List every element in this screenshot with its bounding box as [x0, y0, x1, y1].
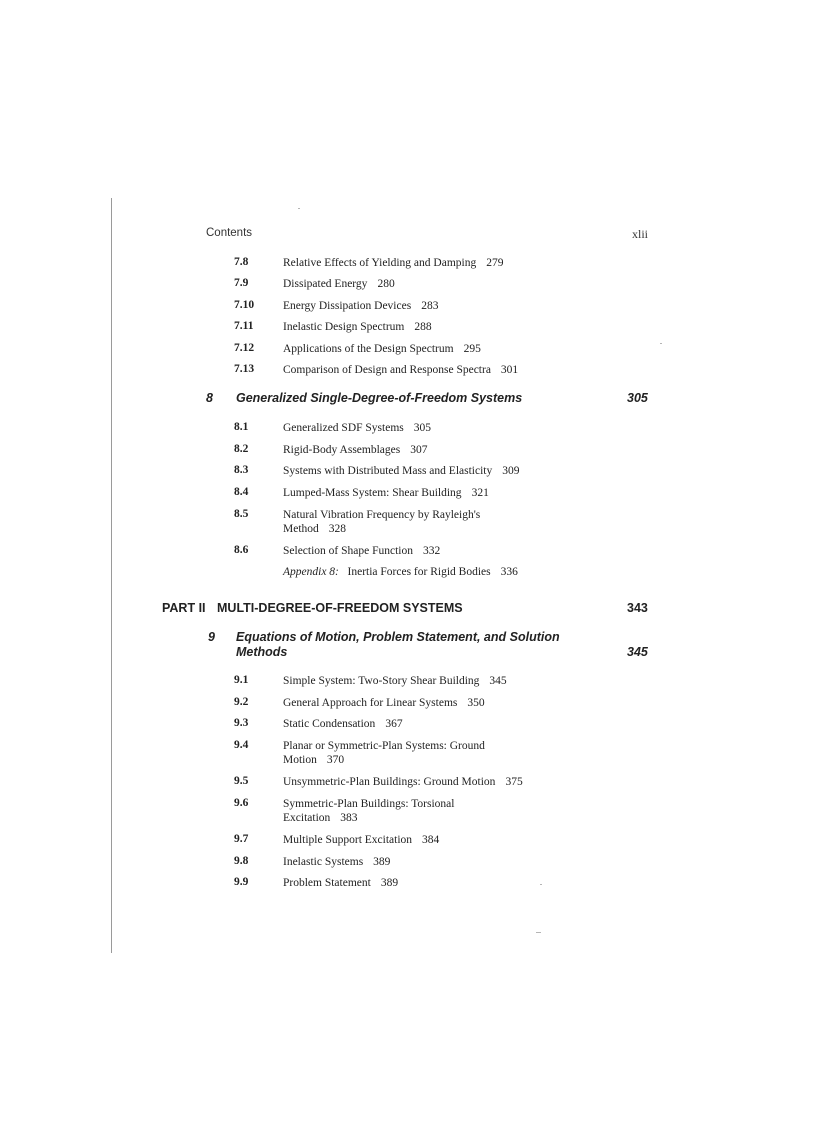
section-entry[interactable]: [283, 320, 583, 334]
section-page: 332: [423, 545, 441, 557]
section-title: Inelastic Design Spectrum: [283, 321, 405, 333]
section-number: 9.8: [234, 855, 249, 867]
section-title: Unsymmetric-Plan Buildings: Ground Motion: [283, 776, 496, 788]
section-entry[interactable]: [283, 342, 583, 356]
chapter-title[interactable]: Generalized Single-Degree-of-Freedom Systems: [236, 391, 523, 405]
section-page: 389: [380, 877, 399, 889]
section-title: Rigid-Body Assemblages: [283, 444, 401, 456]
section-number: 7.9: [234, 277, 249, 289]
section-page: 309: [502, 465, 520, 477]
appendix-label: Appendix 8:: [283, 566, 339, 578]
section-page: 280: [377, 278, 395, 290]
section-number: 9.6: [234, 797, 249, 809]
section-page: 321: [471, 487, 489, 499]
section-title: General Approach for Linear Systems: [283, 697, 458, 709]
section-number: 8.6: [234, 544, 249, 556]
section-entry[interactable]: [283, 797, 503, 825]
section-entry[interactable]: [283, 696, 583, 710]
scan-speck: [536, 932, 541, 933]
section-title: Systems with Distributed Mass and Elasticity: [283, 465, 493, 477]
section-number: 8.3: [234, 464, 249, 476]
section-number: 7.13: [234, 363, 255, 375]
section-number: 7.11: [234, 320, 254, 332]
chapter-number: 9: [208, 630, 215, 644]
section-number: 9.5: [234, 775, 249, 787]
section-number: 7.8: [234, 256, 249, 268]
section-title: Comparison of Design and Response Spectra: [283, 364, 491, 376]
section-entry[interactable]: [283, 674, 583, 688]
section-number: 9.2: [234, 696, 249, 708]
section-entry[interactable]: [283, 739, 523, 767]
section-title: Dissipated Energy: [283, 278, 368, 290]
section-entry[interactable]: [283, 256, 583, 270]
section-entry[interactable]: [283, 876, 583, 890]
section-title: Relative Effects of Yielding and Damping: [283, 257, 477, 269]
section-entry[interactable]: [283, 464, 583, 478]
section-number: 8.5: [234, 508, 249, 520]
chapter-number: 8: [206, 391, 213, 405]
section-page: 279: [486, 257, 504, 269]
section-page: 389: [373, 856, 391, 868]
section-entry[interactable]: [283, 363, 583, 377]
section-entry[interactable]: [283, 775, 583, 789]
part-title[interactable]: MULTI-DEGREE-OF-FREEDOM SYSTEMS: [217, 601, 463, 615]
section-title: Generalized SDF Systems: [283, 422, 404, 434]
section-page: 370: [326, 754, 345, 766]
section-page: 307: [410, 444, 428, 456]
section-number: 9.1: [234, 674, 249, 686]
section-page: 375: [505, 776, 523, 788]
section-title: Planar or Symmetric-Plan Systems: Ground Motion: [283, 740, 485, 766]
section-page: 383: [340, 812, 358, 824]
section-page: 328: [328, 523, 347, 535]
section-number: 8.4: [234, 486, 249, 498]
section-title: Static Condensation: [283, 718, 376, 730]
section-title: Selection of Shape Function: [283, 545, 413, 557]
section-entry[interactable]: [283, 855, 583, 869]
section-entry[interactable]: [283, 486, 583, 500]
section-number: 9.4: [234, 739, 249, 751]
section-entry[interactable]: [283, 299, 583, 313]
section-title: Applications of the Design Spectrum: [283, 343, 454, 355]
part-label: PART II: [162, 601, 206, 615]
section-page: 301: [500, 364, 519, 376]
running-header-title: Contents: [206, 227, 253, 239]
scan-speck: [660, 343, 662, 344]
section-entry[interactable]: [283, 421, 583, 435]
chapter-page: 345: [627, 645, 648, 659]
section-title: Problem Statement: [283, 877, 371, 889]
section-page: 283: [421, 300, 439, 312]
section-page: 305: [413, 422, 431, 434]
section-number: 8.2: [234, 443, 249, 455]
appendix-entry[interactable]: [283, 566, 518, 578]
section-number: 9.9: [234, 876, 249, 888]
section-title: Multiple Support Excitation: [283, 834, 413, 846]
section-title: Energy Dissipation Devices: [283, 300, 412, 312]
section-page: 367: [385, 718, 403, 730]
chapter-title[interactable]: Equations of Motion, Problem Statement, and Solution Methods: [236, 630, 560, 659]
section-page: 384: [422, 834, 440, 846]
section-title: Natural Vibration Frequency by Rayleigh's Method: [283, 509, 481, 535]
section-page: 288: [414, 321, 432, 333]
appendix-title: Inertia Forces for Rigid Bodies: [347, 566, 491, 578]
section-number: 9.7: [234, 833, 249, 845]
section-page: 295: [463, 343, 481, 355]
running-header-page-number: xlii: [632, 227, 649, 241]
section-page: 350: [467, 697, 485, 709]
part-page: 343: [627, 601, 648, 615]
section-entry[interactable]: [283, 544, 583, 558]
section-entry[interactable]: [283, 277, 583, 291]
section-number: 7.12: [234, 342, 255, 354]
section-number: 9.3: [234, 717, 249, 729]
section-title: Lumped-Mass System: Shear Building: [283, 487, 462, 499]
scan-speck: [298, 208, 300, 209]
section-entry[interactable]: [283, 508, 513, 536]
section-title: Symmetric-Plan Buildings: Torsional Excitation: [283, 798, 455, 824]
section-entry[interactable]: [283, 717, 583, 731]
section-number: 8.1: [234, 421, 249, 433]
section-title: Inelastic Systems: [283, 856, 364, 868]
section-page: 345: [489, 675, 507, 687]
section-title: Simple System: Two-Story Shear Building: [283, 675, 480, 687]
appendix-page: 336: [500, 566, 518, 578]
page-margin-rule: [111, 198, 112, 953]
chapter-page: 305: [627, 391, 648, 405]
section-entry[interactable]: [283, 833, 583, 847]
section-number: 7.10: [234, 299, 255, 311]
section-entry[interactable]: [283, 443, 583, 457]
